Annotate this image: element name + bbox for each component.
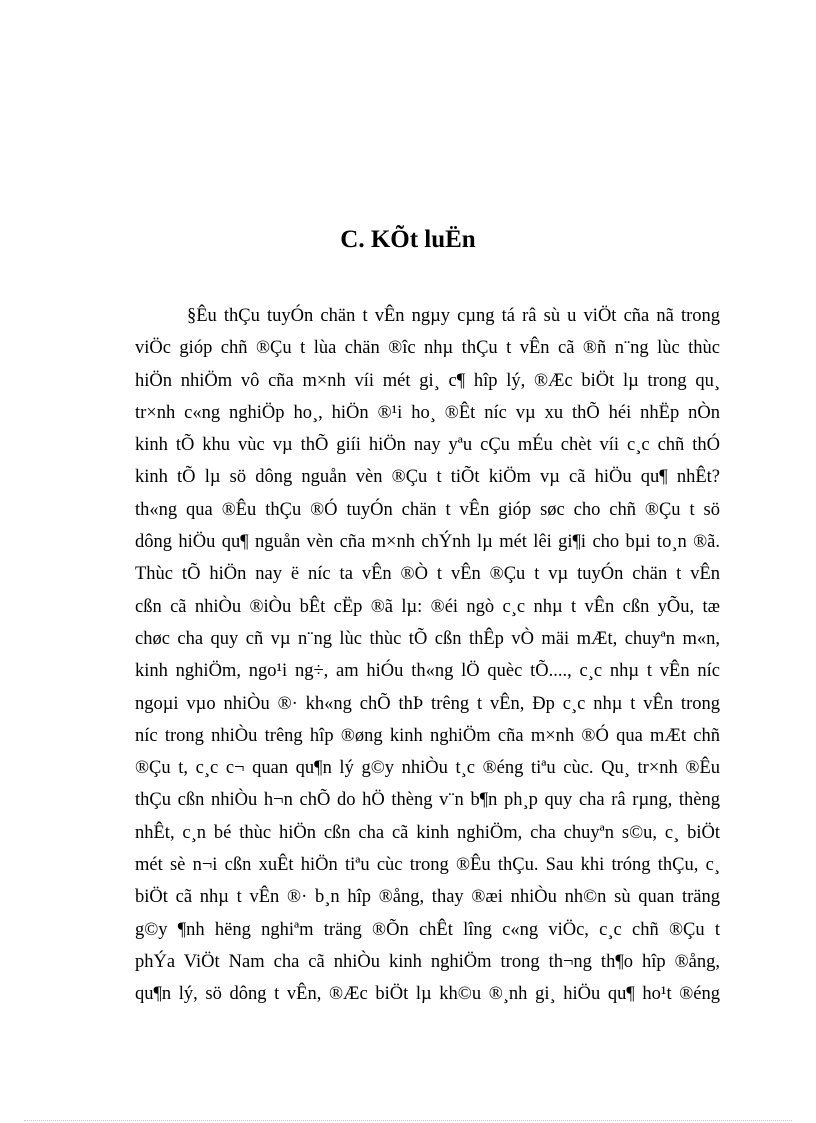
text-line: phÝa ViÖt Nam cha cã nhiÒu kinh nghiÖm trong th¬ng th¶o hîp ®ång, bbox=[135, 951, 720, 972]
page-bottom-divider bbox=[24, 1120, 792, 1121]
text-line: th«ng qua ®Êu thÇu ®Ó tuyÓn chän t vÊn gióp søc cho chñ ®Çu t sö bbox=[135, 499, 720, 520]
text-line: qu¶n lý, sö dông t vÊn, ®Æc biÖt lµ kh©u ®¸nh gi¸ hiÖu qu¶ ho¹t ®éng bbox=[135, 984, 720, 1005]
text-line: kinh tÕ lµ sö dông nguån vèn ®Çu t tiÕt kiÖm vµ cã hiÖu qu¶ nhÊt? bbox=[135, 467, 720, 488]
text-line: níc trong nhiÒu trêng hîp ®øng kinh nghiÖm cña m×nh ®Ó qua mÆt chñ bbox=[135, 725, 720, 746]
text-line: dông hiÖu qu¶ nguån vèn cña m×nh chÝnh lµ mét lêi gi¶i cho bµi to¸n ®ã. bbox=[135, 532, 720, 553]
text-line: thÇu cßn nhiÒu h¬n chÕ do hÖ thèng v¨n b¶n ph¸p quy cha râ rµng, thèng bbox=[135, 790, 720, 811]
text-line: tr×nh c«ng nghiÖp ho¸, hiÖn ®¹i ho¸ ®Êt níc vµ xu thÕ héi nhËp nÒn bbox=[135, 402, 720, 423]
text-line: ®Çu t, c¸c c¬ quan qu¶n lý g©y nhiÒu t¸c ®éng tiªu cùc. Qu¸ tr×nh ®Êu bbox=[135, 758, 720, 779]
text-line: mét sè n¬i cßn xuÊt hiÖn tiªu cùc trong ®Êu thÇu. Sau khi tróng thÇu, c¸ bbox=[135, 855, 720, 876]
text-line: cßn cã nhiÒu ®iÒu bÊt cËp ®ã lµ: ®éi ngò c¸c nhµ t vÊn cßn yÕu, tæ bbox=[135, 596, 720, 617]
text-line: Thùc tÕ hiÖn nay ë níc ta vÊn ®Ò t vÊn ®Çu t vµ tuyÓn chän t vÊn bbox=[135, 564, 720, 585]
text-line: viÖc gióp chñ ®Çu t lùa chän ®îc nhµ thÇu t vÊn cã ®ñ n¨ng lùc thùc bbox=[135, 338, 720, 359]
text-line: hiÖn nhiÖm vô cña m×nh víi mét gi¸ c¶ hîp lý, ®Æc biÖt lµ trong qu¸ bbox=[135, 370, 720, 391]
text-line: g©y ¶nh hëng nghiªm träng ®Õn chÊt lîng c«ng viÖc, c¸c chñ ®Çu t bbox=[135, 919, 720, 940]
section-heading: C. KÕt luËn bbox=[340, 226, 476, 253]
text-line: ngoµi vµo nhiÒu ®· kh«ng chÕ thÞ trêng t vÊn, Ðp c¸c nhµ t vÊn trong bbox=[135, 693, 720, 714]
text-line: §Êu thÇu tuyÓn chän t vÊn ngµy cµng tá râ sù u viÖt cña nã trong bbox=[187, 306, 720, 326]
text-line: nhÊt, c¸n bé thùc hiÖn cßn cha cã kinh nghiÖm, cha chuyªn s©u, c¸ biÖt bbox=[135, 822, 720, 843]
text-line: kinh nghiÖm, ngo¹i ng÷, am hiÓu th«ng lÖ quèc tÕ...., c¸c nhµ t vÊn níc bbox=[135, 661, 720, 682]
text-line: biÖt cã nhµ t vÊn ®· b¸n hîp ®ång, thay ®æi nhiÒu nh©n sù quan träng bbox=[135, 887, 720, 908]
text-line: kinh tÕ khu vùc vµ thÕ giíi hiÖn nay yªu cÇu mÉu chèt víi c¸c chñ thÓ bbox=[135, 435, 720, 456]
body-paragraph bbox=[135, 300, 720, 1011]
text-line: chøc cha quy cñ vµ n¨ng lùc thùc tÕ cßn thÊp vÒ mäi mÆt, chuyªn m«n, bbox=[135, 628, 720, 649]
